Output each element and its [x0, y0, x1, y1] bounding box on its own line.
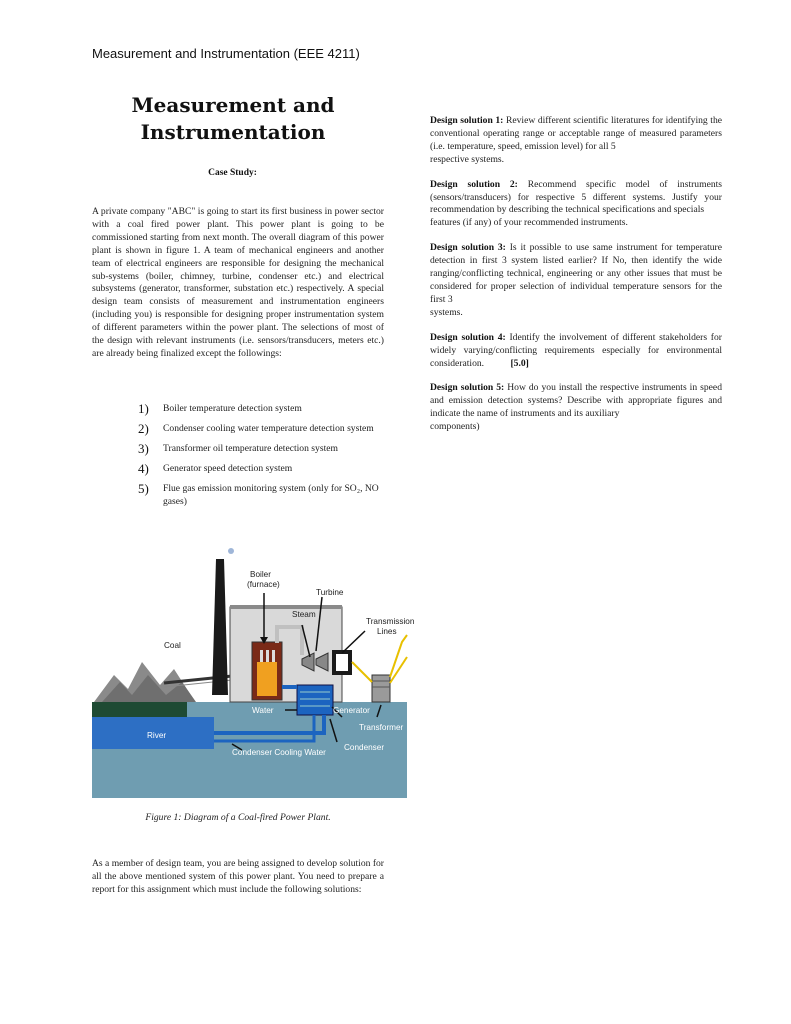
- solution-tail: respective systems.: [430, 153, 505, 165]
- solution-text: Is it possible to use same instrument for temperature detection in first 3 system listed earlier? If No, then identify the wide ranging/conflicting technical, engineering or any other issues that must be considered for proper selection of individual temperature sensors for the first 3: [430, 242, 723, 305]
- label-condenser: Condenser: [344, 743, 385, 752]
- solution-label: Design solution 1:: [430, 115, 504, 126]
- list-text: Transformer oil temperature detection system: [163, 443, 338, 454]
- design-solution-2: [430, 179, 722, 231]
- solution-text: How do you install the respective instruments in speed and emission detection systems? Describe with appropriate figures and indicate the name of instruments and its auxiliary: [430, 382, 722, 420]
- case-study-label: Case Study:: [208, 168, 257, 178]
- design-solution-5: [430, 382, 722, 434]
- figure-caption: Figure 1: Diagram of a Coal-fired Power Plant.: [145, 812, 331, 823]
- outro-paragraph: As a member of design team, you are being assigned to develop solution for all the above mentioned system of this power plant. You need to prepare a report for this assignment which must include the following solutions:: [92, 858, 385, 895]
- label-turbine: Turbine: [316, 588, 344, 597]
- label-lines: Lines: [377, 627, 397, 636]
- document-title: [120, 92, 346, 146]
- label-furnace: (furnace): [247, 580, 280, 589]
- solution-label: Design solution 4:: [430, 331, 506, 343]
- condenser: [297, 685, 333, 715]
- list-text: Generator speed detection system: [163, 463, 293, 474]
- solution-label: Design solution 5:: [430, 382, 505, 394]
- solution-text: Review different scientific literatures for identifying the conventional operating range or acceptable range of measured parameters (i.e. temperature, speed, emission level) for all 5: [430, 115, 723, 152]
- list-number: 5): [138, 481, 149, 496]
- solution-tail: features (if any) of your recommended instruments.: [430, 217, 628, 229]
- solution-text: Recommend specific model of instruments (sensors/transducers) for respective 5 different systems. Justify your recommendation by describing the technical specifications and specials: [430, 178, 723, 216]
- solution-label: Design solution 3:: [430, 242, 506, 254]
- list-item: [138, 421, 384, 436]
- label-cooling-water: Condenser Cooling Water: [232, 748, 326, 757]
- design-solution-3: [430, 242, 722, 319]
- solution-text: Identify the involvement of different stakeholders for widely varying/conflicting requirements especially for environmental consideration.: [430, 331, 722, 369]
- solution-tail: systems.: [430, 306, 463, 318]
- intro-paragraph: A private company "ABC" is going to start its first business in power sector with a coal fired power plant. This power plant is going to be commissioned starting from next month. The overall diagram of this power plant is shown in figure 1. A team of mechanical engineers and another team of electrical engineers are responsible for designing the mechanical sub-systems (boiler, chimney, turbine, condenser etc.) and electrical subsystems (generator, transformer, substation etc.) respectively. A special design team consists of measurement and instrumentation engineers (including you) is responsible for designing proper instrumentation system of different parameters within the power plant. The selections of most of the design with relevant instruments (i.e. sensors/transducers, meters etc.) are already being finalized except the followings:: [92, 206, 384, 359]
- design-solution-4: [430, 332, 722, 371]
- list-text: Condenser cooling water temperature detection system: [163, 423, 374, 434]
- list-item: [138, 441, 384, 456]
- list-number: 2): [138, 421, 149, 436]
- label-generator: Generator: [333, 706, 370, 715]
- document-header: Measurement and Instrumentation (EEE 4211): [92, 46, 360, 61]
- label-steam: Steam: [292, 610, 316, 619]
- label-transformer: Transformer: [359, 723, 404, 732]
- design-solutions: [430, 115, 722, 446]
- solution-tail: components): [430, 421, 480, 433]
- transformer: [372, 675, 390, 702]
- label-river: River: [147, 731, 167, 740]
- design-solution-1: [430, 115, 722, 167]
- list-item: [138, 401, 384, 416]
- power-plant-diagram: [92, 547, 415, 798]
- smoke-icon: [228, 548, 234, 554]
- furnace-fire: [257, 662, 277, 696]
- label-coal: Coal: [164, 641, 181, 650]
- solution-label: Design solution 2:: [430, 178, 518, 190]
- label-transmission: Transmission: [366, 617, 415, 626]
- list-number: 3): [138, 441, 149, 456]
- list-item: [138, 461, 384, 476]
- label-water: Water: [252, 706, 274, 715]
- solution-mark: [5.0]: [510, 357, 529, 369]
- title-line-1: Measurement and: [131, 93, 335, 117]
- title-line-2: Instrumentation: [140, 120, 326, 144]
- systems-list: [138, 401, 384, 513]
- list-item: [138, 481, 384, 508]
- list-text: Boiler temperature detection system: [163, 403, 302, 414]
- label-boiler: Boiler: [250, 570, 271, 579]
- list-number: 1): [138, 401, 149, 416]
- ground-strip: [92, 702, 187, 717]
- list-text: Flue gas emission monitoring system (only for SO₂, NO gases): [163, 483, 379, 507]
- list-number: 4): [138, 461, 149, 476]
